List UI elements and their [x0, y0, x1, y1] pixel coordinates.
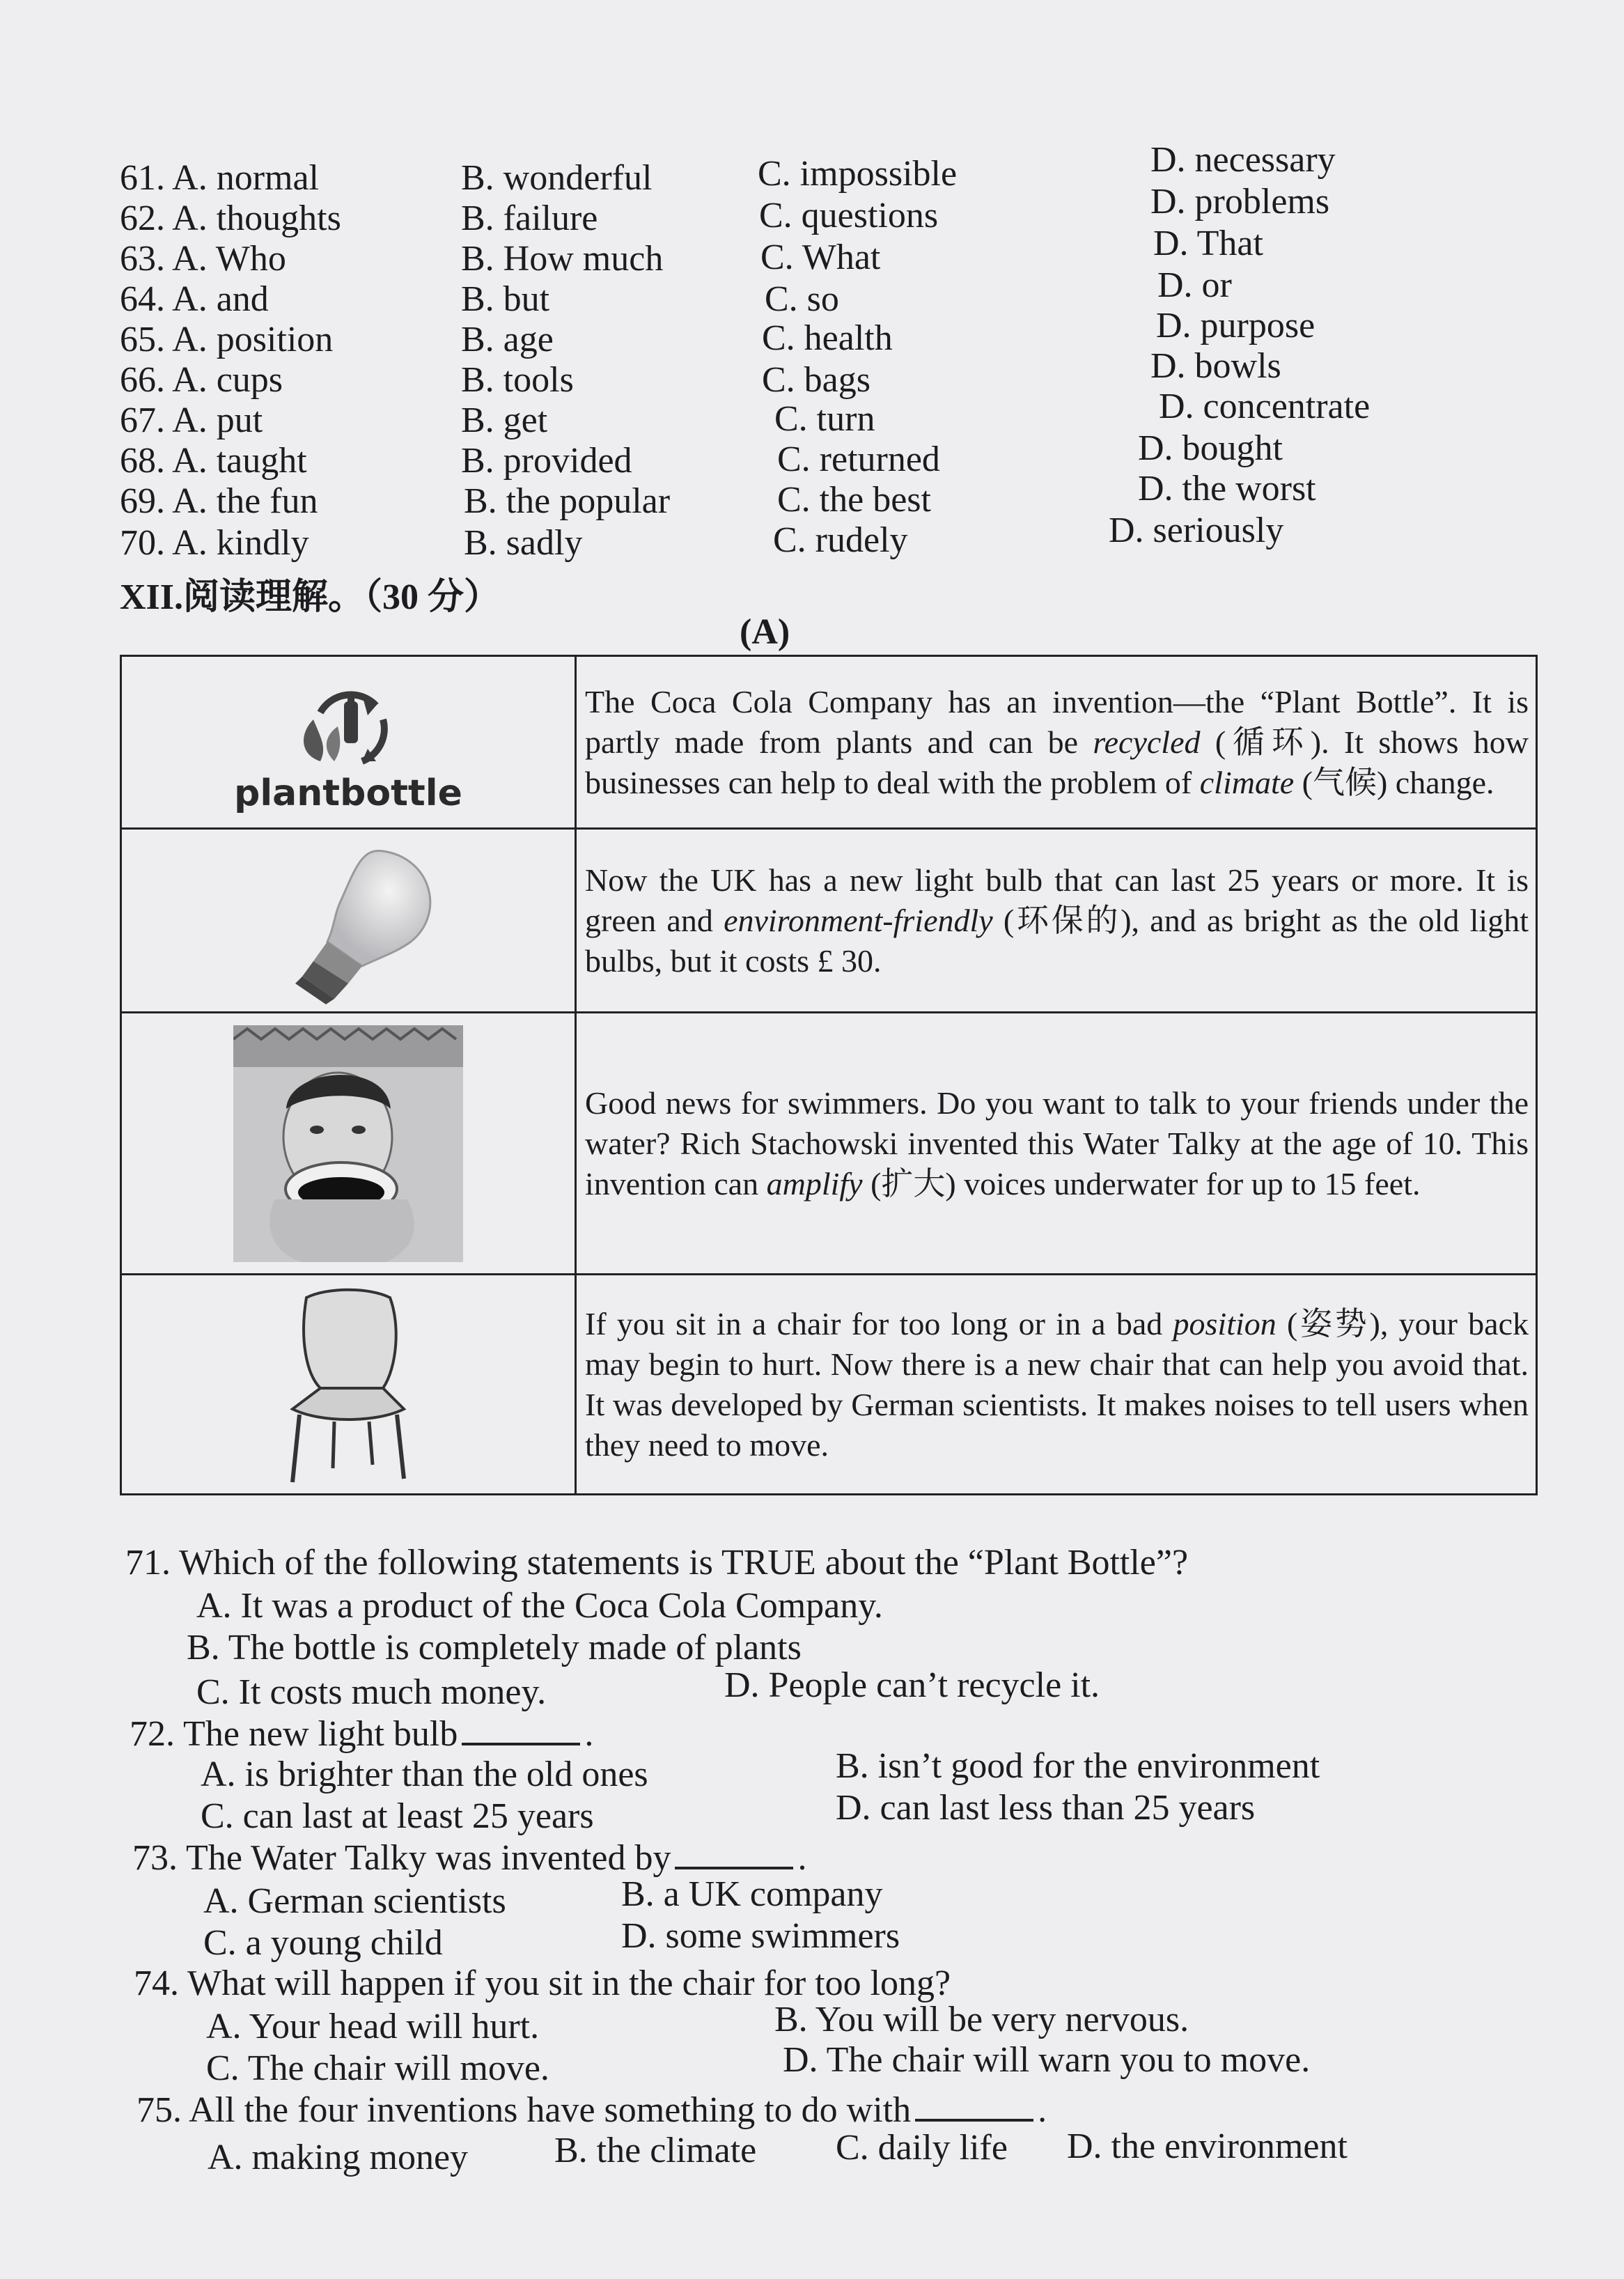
question-74: 74. What will happen if you sit in the chair for too long?	[134, 1963, 951, 2003]
option-c: C. impossible	[758, 154, 958, 194]
option-a: A. Your head will hurt.	[206, 2007, 540, 2046]
invention-text: Now the UK has a new light bulb that can last 25 years or more. It is green and environment-friendly (环保的), and as bright as the old light bulbs, but it costs £ 30.	[576, 829, 1537, 1013]
question-number: 70.	[120, 523, 165, 563]
chair-icon	[123, 1284, 574, 1486]
option-c: C. It costs much money.	[196, 1672, 547, 1712]
option-b: B. The bottle is completely made of plants	[187, 1628, 802, 1667]
option-b: B. but	[461, 279, 550, 319]
option-d: D. the worst	[1138, 469, 1316, 508]
option-b: B. get	[461, 400, 548, 440]
option-c: C. returned	[777, 440, 940, 479]
option-a: A. and	[172, 279, 269, 319]
answer-blank	[915, 2091, 1033, 2122]
table-row	[121, 829, 1537, 1013]
option-d: D. People can’t recycle it.	[724, 1665, 1100, 1705]
option-a: A. the fun	[172, 481, 318, 521]
option-c: C. the best	[777, 480, 931, 520]
invention-text: Good news for swimmers. Do you want to talk to your friends under the water? Rich Stachowski invented this Water Talky at the age of 10. This invention can amplify (扩大) voices underwater for up to 15 feet.	[576, 1013, 1537, 1275]
option-d: D. bowls	[1150, 346, 1281, 386]
option-d: D. seriously	[1109, 511, 1284, 550]
option-d: D. bought	[1138, 428, 1283, 468]
option-b: B. the popular	[464, 481, 671, 521]
option-d: D. some swimmers	[621, 1916, 900, 1956]
option-c: C. can last at least 25 years	[201, 1796, 594, 1836]
question-number: 63.	[120, 239, 165, 279]
question-75: 75. All the four inventions have something to do with .	[136, 2090, 1047, 2130]
option-a: A. taught	[172, 441, 307, 481]
question-number: 66.	[120, 360, 165, 400]
option-row-64	[120, 279, 269, 320]
option-row-67	[120, 400, 263, 442]
option-b: B. age	[461, 320, 554, 359]
option-c: C. The chair will move.	[206, 2048, 549, 2088]
option-a: A. cups	[172, 360, 283, 400]
option-a: A. Who	[172, 239, 286, 279]
option-a: A. position	[172, 320, 334, 359]
option-c: C. a young child	[203, 1923, 443, 1963]
option-a: A. normal	[172, 158, 319, 198]
option-d: D. the environment	[1067, 2126, 1348, 2166]
question-73: 73. The Water Talky was invented by .	[132, 1838, 807, 1878]
option-d: D. necessary	[1150, 140, 1336, 180]
answer-blank	[462, 1715, 580, 1745]
option-row-69	[120, 481, 318, 522]
option-a: A. thoughts	[172, 199, 341, 238]
option-c: C. health	[762, 318, 893, 358]
option-d: D. concentrate	[1159, 387, 1371, 426]
option-c: C. daily life	[836, 2128, 1008, 2168]
question-number: 64.	[120, 279, 165, 319]
option-d: D. can last less than 25 years	[836, 1788, 1256, 1828]
option-d: D. The chair will warn you to move.	[783, 2040, 1311, 2080]
question-number: 61.	[120, 158, 165, 198]
option-a: A. put	[172, 400, 263, 440]
option-a: A. German scientists	[203, 1881, 506, 1921]
option-c: C. questions	[759, 196, 939, 235]
invention-image-cell	[121, 1275, 576, 1495]
question-number: 69.	[120, 481, 165, 521]
option-row-61	[120, 157, 319, 199]
option-a: A. making money	[208, 2138, 469, 2177]
question-number: 65.	[120, 320, 165, 359]
invention-image-cell	[121, 656, 576, 829]
option-row-68	[120, 440, 307, 482]
question-71: 71. Which of the following statements is TRUE about the “Plant Bottle”?	[125, 1543, 1189, 1582]
invention-text: If you sit in a chair for too long or in a bad position (姿势), your back may begin to hurt. Now there is a new chair that can help you avoid that. It was developed by German scientists. It makes noises to tell users when they need to move.	[576, 1275, 1537, 1495]
swimmer-photo-icon	[123, 1025, 574, 1262]
question-number: 67.	[120, 400, 165, 440]
option-a: A. It was a product of the Coca Cola Company.	[196, 1586, 883, 1626]
option-b: B. wonderful	[461, 158, 653, 198]
option-c: C. so	[765, 279, 839, 319]
invention-text: The Coca Cola Company has an invention—the “Plant Bottle”. It is partly made from plants and can be recycled (循环). It shows how businesses can help to deal with the problem of climate (气候) change.	[576, 656, 1537, 829]
question-72: 72. The new light bulb .	[130, 1714, 594, 1754]
option-b: B. the climate	[554, 2131, 757, 2170]
light-bulb-icon	[123, 837, 574, 1004]
option-d: D. purpose	[1156, 306, 1315, 345]
option-d: D. or	[1157, 265, 1232, 305]
option-b: B. a UK company	[621, 1874, 883, 1914]
inventions-table	[120, 655, 1538, 1495]
option-b: B. tools	[461, 360, 574, 400]
option-a: A. is brighter than the old ones	[201, 1755, 648, 1794]
answer-blank	[675, 1839, 793, 1869]
option-b: B. provided	[461, 441, 632, 481]
option-b: B. How much	[461, 239, 664, 279]
invention-image-cell	[121, 1013, 576, 1275]
table-row	[121, 1013, 1537, 1275]
option-row-63	[120, 238, 286, 280]
section-title: XII.阅读理解。（30 分）	[120, 577, 501, 617]
option-d: D. problems	[1150, 182, 1330, 221]
option-b: B. You will be very nervous.	[774, 2000, 1189, 2039]
option-d: D. That	[1153, 224, 1263, 263]
option-row-62	[120, 198, 341, 240]
passage-label: (A)	[740, 612, 790, 652]
question-number: 62.	[120, 199, 165, 238]
question-number: 68.	[120, 441, 165, 481]
option-row-66	[120, 359, 283, 401]
option-row-70	[120, 522, 309, 564]
option-b: B. isn’t good for the environment	[836, 1746, 1320, 1786]
table-row	[121, 1275, 1537, 1495]
plant-bottle-logo-icon	[123, 671, 574, 775]
table-row	[121, 656, 1537, 829]
option-c: C. What	[760, 238, 881, 277]
logo-text: plantbottle	[234, 772, 462, 814]
option-a: A. kindly	[172, 523, 309, 563]
option-c: C. rudely	[773, 520, 908, 560]
option-b: B. failure	[461, 199, 598, 238]
invention-image-cell	[121, 829, 576, 1013]
option-row-65	[120, 319, 333, 361]
option-c: C. turn	[774, 399, 875, 439]
option-b: B. sadly	[464, 523, 583, 563]
option-c: C. bags	[762, 360, 870, 400]
